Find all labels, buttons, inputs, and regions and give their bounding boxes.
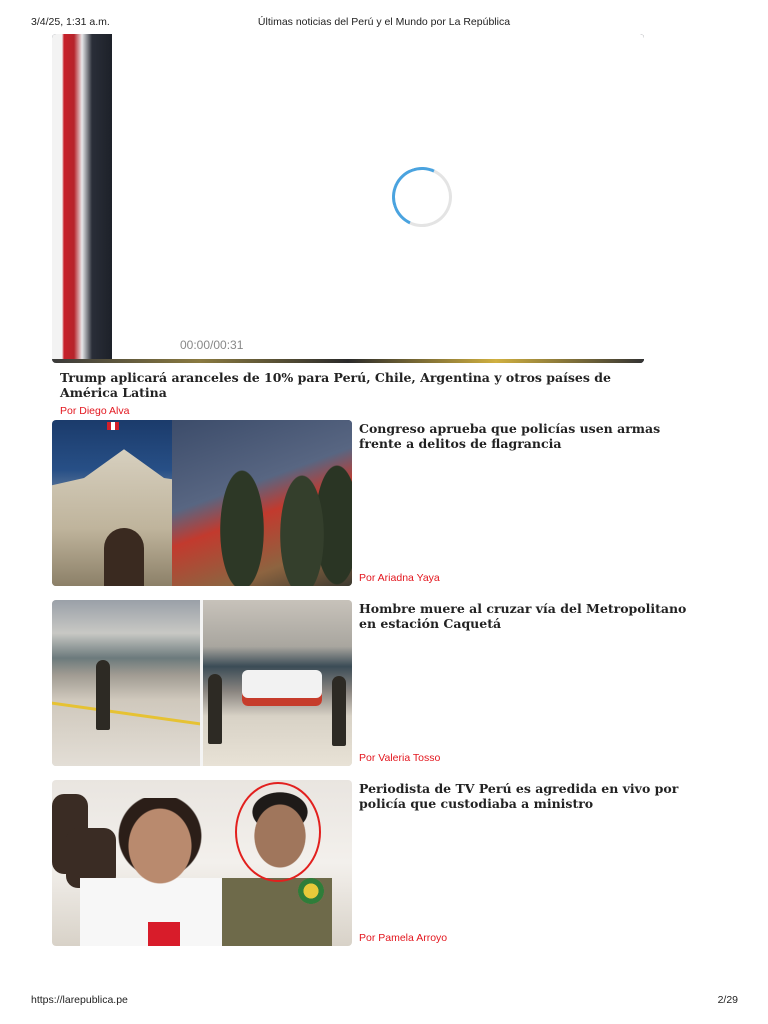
story-headline-link[interactable]: Hombre muere al cruzar vía del Metropolitano en estación Caquetá <box>359 601 687 631</box>
story-thumbnail[interactable] <box>52 600 352 766</box>
officer-figure <box>332 676 346 746</box>
video-timecode: 00:00/00:31 <box>180 338 244 352</box>
police-truck <box>242 670 322 706</box>
peru-flag-icon <box>107 422 119 430</box>
story-thumbnail[interactable] <box>52 780 352 946</box>
police-badge-icon <box>298 878 324 904</box>
story-item <box>52 780 712 946</box>
police-officers-image <box>172 420 352 586</box>
print-header <box>0 16 768 32</box>
story-thumbnail[interactable] <box>52 420 352 586</box>
print-footer <box>0 994 768 1010</box>
story-author-link[interactable]: Por Valeria Tosso <box>359 752 441 764</box>
officer-figure <box>208 674 222 744</box>
story-headline-link[interactable]: Congreso aprueba que policías usen armas frente a delitos de flagrancia <box>359 421 661 451</box>
lead-video-player[interactable] <box>52 34 644 363</box>
story-headline-link[interactable]: Periodista de TV Perú es agredida en vivo por policía que custodiaba a ministro <box>359 781 679 811</box>
lead-headline-link[interactable]: Trump aplicará aranceles de 10% para Perú, Chile, Argentina y otros países de América Latina <box>60 370 611 400</box>
microphone-icon <box>148 922 180 946</box>
highlight-circle <box>235 782 321 882</box>
metropolitano-station-image <box>52 600 200 766</box>
story-author-link[interactable]: Por Ariadna Yaya <box>359 572 440 584</box>
story-item <box>52 600 712 766</box>
print-page-number: 2/29 <box>717 994 738 1006</box>
officer-figure <box>96 660 110 730</box>
congress-door <box>104 528 144 586</box>
print-url: https://larepublica.pe <box>31 994 128 1006</box>
video-overlay[interactable] <box>112 34 644 359</box>
print-page-title: Últimas noticias del Perú y el Mundo por La República <box>257 16 511 28</box>
print-datetime: 3/4/25, 1:31 a.m. <box>31 16 110 28</box>
loading-spinner-icon <box>384 159 461 236</box>
lead-image-stripe <box>52 359 644 363</box>
lead-author-link[interactable]: Por Diego Alva <box>60 405 130 417</box>
story-item <box>52 420 712 586</box>
story-author-link[interactable]: Por Pamela Arroyo <box>359 932 448 944</box>
